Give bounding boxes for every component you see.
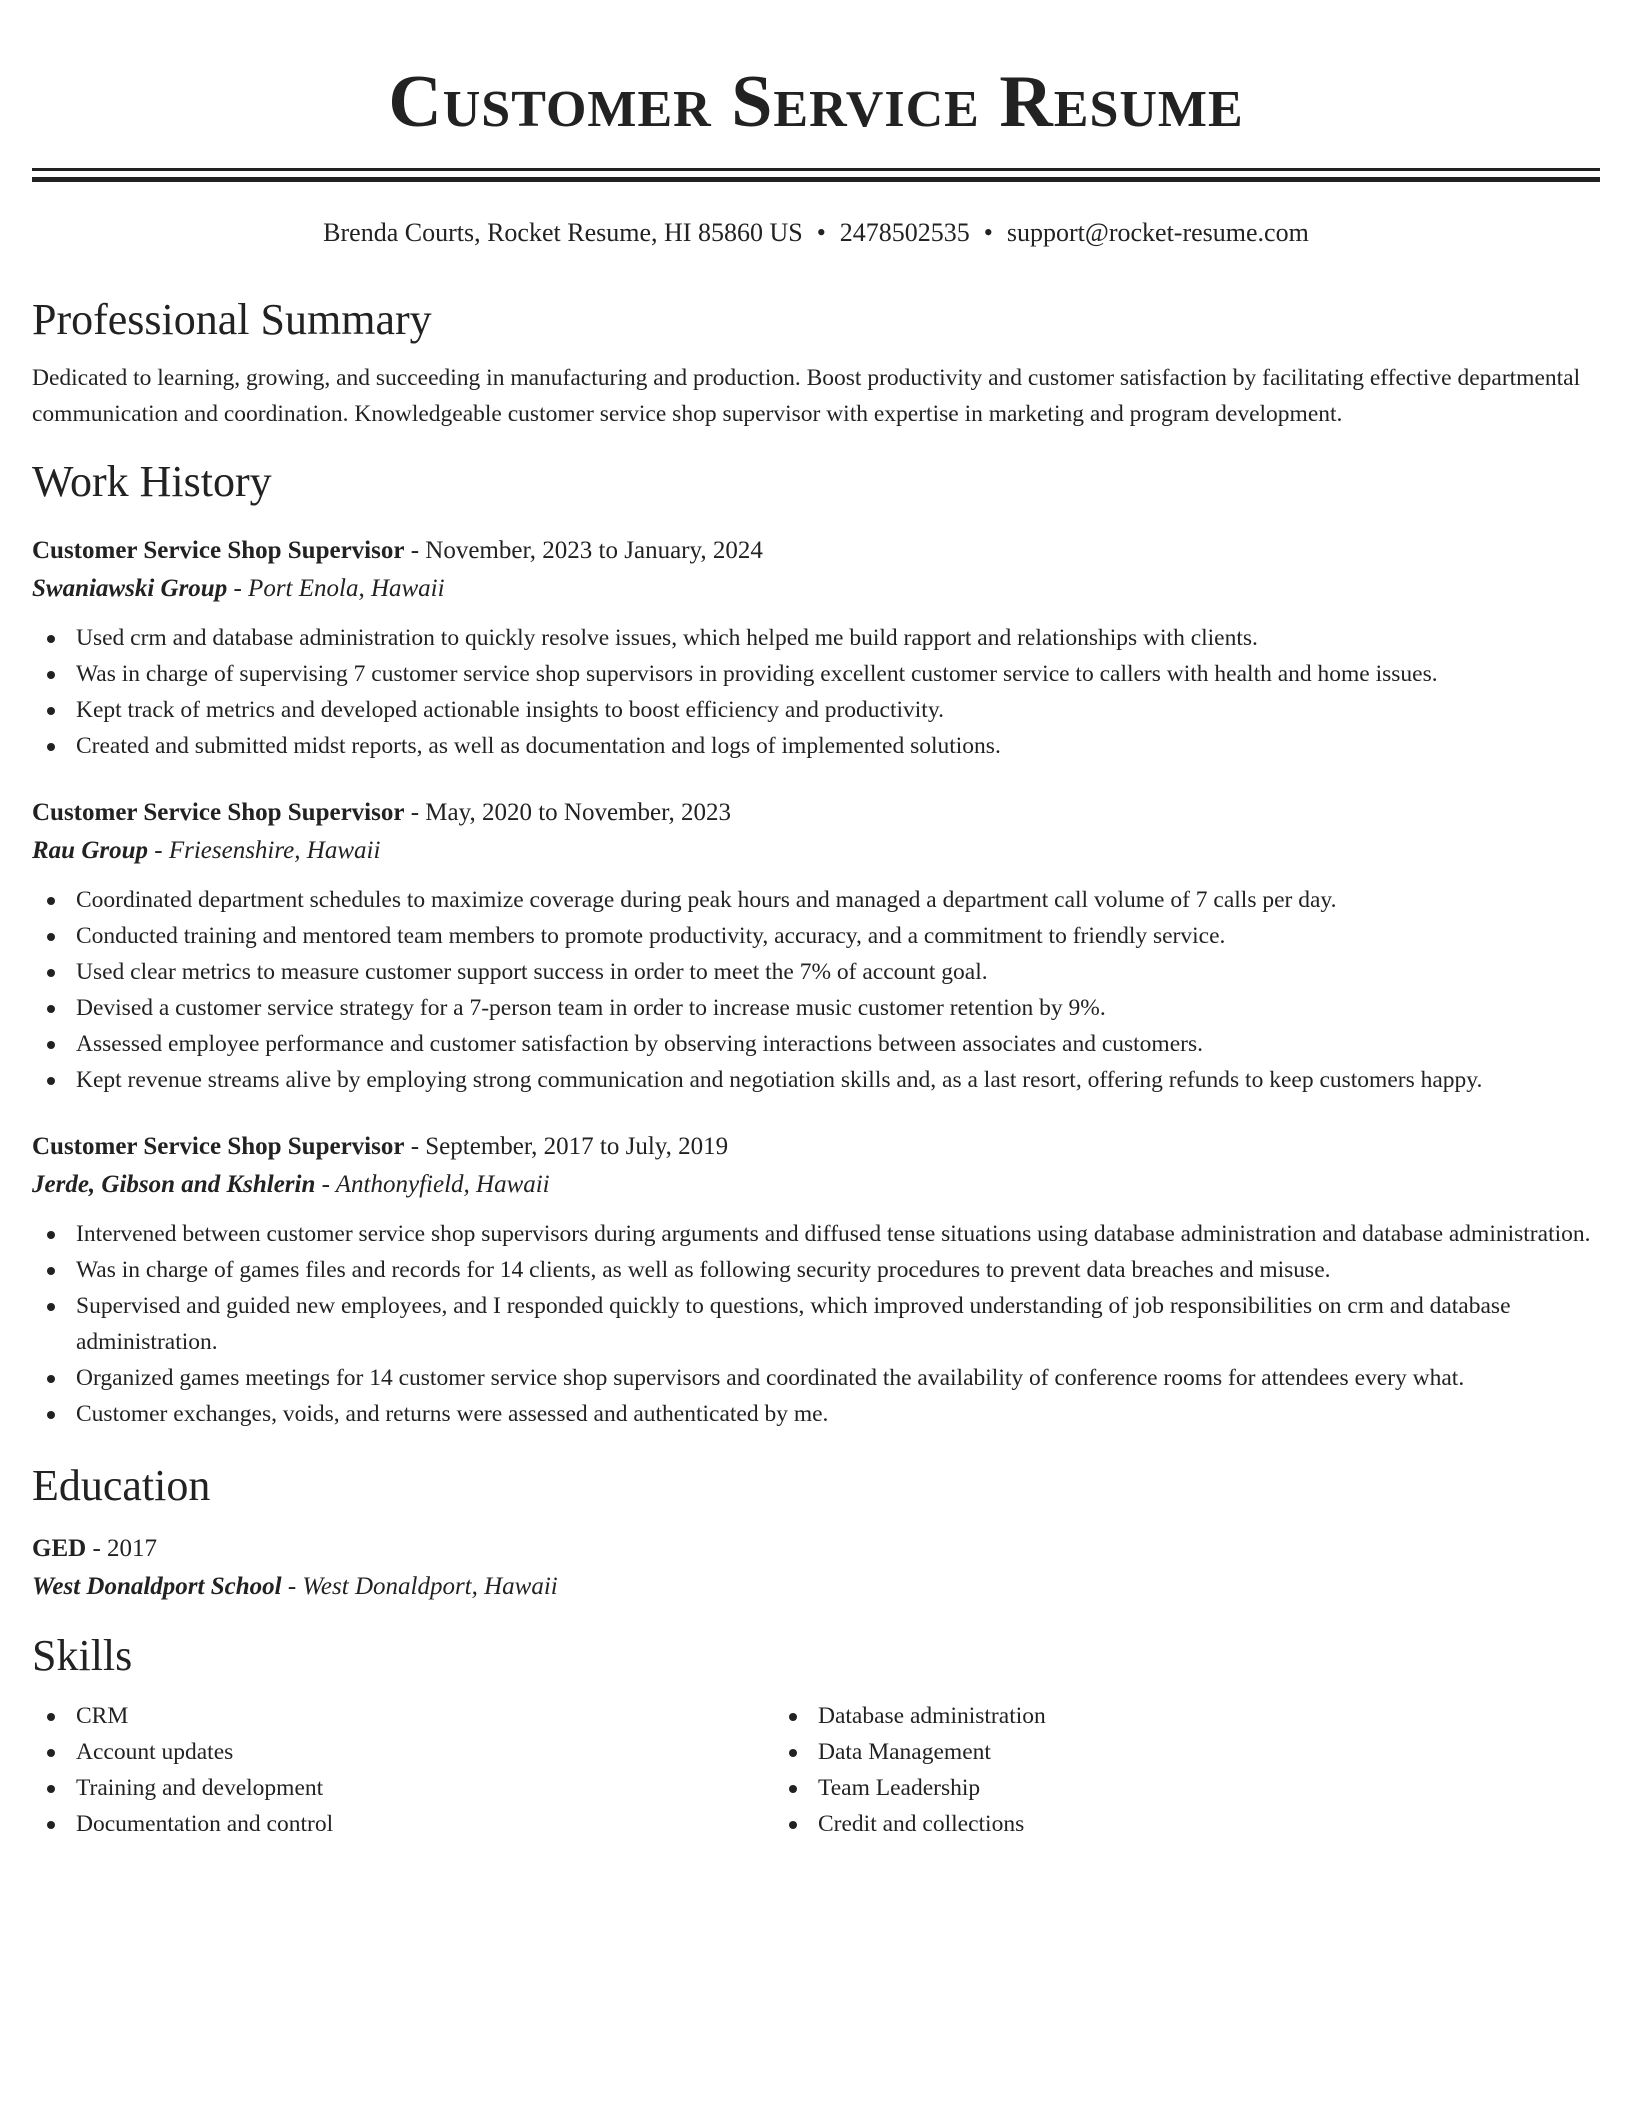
list-item: Intervened between customer service shop supervisors during arguments and diffused tense situations using database administration and database administration.	[32, 1216, 1600, 1252]
list-item: Was in charge of games files and records for 14 clients, as well as following security procedures to prevent data breaches and misuse.	[32, 1252, 1600, 1288]
contact-line	[32, 216, 1600, 250]
job-bullets	[32, 882, 1600, 1098]
job-title: Customer Service Shop Supervisor	[32, 537, 405, 564]
summary-heading: Professional Summary	[32, 295, 432, 344]
skill-item: Database administration	[774, 1698, 1516, 1734]
job-entry-3	[32, 1128, 1600, 1432]
job-entry-2	[32, 794, 1600, 1098]
list-item: Assessed employee performance and customer satisfaction by observing interactions between associates and customers.	[32, 1026, 1600, 1062]
job-dates: - November, 2023 to January, 2024	[404, 537, 763, 564]
degree-line	[32, 1530, 1600, 1568]
list-item: Kept track of metrics and developed actionable insights to boost efficiency and productivity.	[32, 692, 1600, 728]
school-name: West Donaldport School	[32, 1573, 282, 1600]
list-item: Created and submitted midst reports, as well as documentation and logs of implemented solutions.	[32, 728, 1600, 764]
job-title-line	[32, 794, 1600, 832]
skill-item: CRM	[32, 1698, 774, 1734]
list-item: Customer exchanges, voids, and returns were assessed and authenticated by me.	[32, 1396, 1600, 1432]
skill-item: Credit and collections	[774, 1806, 1516, 1842]
company-line	[32, 570, 1600, 608]
job-title-line	[32, 1128, 1600, 1166]
skill-item: Data Management	[774, 1734, 1516, 1770]
bullet-separator: •	[983, 218, 993, 247]
job-title: Customer Service Shop Supervisor	[32, 799, 405, 826]
list-item: Organized games meetings for 14 customer service shop supervisors and coordinated the availability of conference rooms for attendees every what.	[32, 1360, 1600, 1396]
skills-column-right	[774, 1698, 1516, 1842]
company-location: - Anthonyfield, Hawaii	[315, 1171, 550, 1198]
resume-title: Customer Service Resume	[388, 61, 1244, 143]
list-item: Used crm and database administration to quickly resolve issues, which helped me build rapport and relationships with clients.	[32, 620, 1600, 656]
education-entry	[32, 1530, 1600, 1606]
title-divider-thin	[32, 168, 1600, 171]
list-item: Kept revenue streams alive by employing strong communication and negotiation skills and, as a last resort, offering refunds to keep customers happy.	[32, 1062, 1600, 1098]
company-line	[32, 832, 1600, 870]
job-bullets	[32, 620, 1600, 764]
company-name: Rau Group	[32, 837, 149, 864]
school-line	[32, 1568, 1600, 1606]
skill-item: Account updates	[32, 1734, 774, 1770]
company-line	[32, 1166, 1600, 1204]
job-title: Customer Service Shop Supervisor	[32, 1133, 405, 1160]
education-heading: Education	[32, 1461, 211, 1510]
company-name: Swaniawski Group	[32, 575, 228, 602]
job-title-line	[32, 532, 1600, 570]
skills-list	[32, 1698, 1600, 1842]
work-history-heading: Work History	[32, 457, 272, 506]
contact-address: Brenda Courts, Rocket Resume, HI 85860 US	[323, 218, 803, 247]
bullet-separator: •	[816, 218, 826, 247]
degree-year: - 2017	[86, 1535, 158, 1562]
list-item: Conducted training and mentored team members to promote productivity, accuracy, and a commitment to friendly service.	[32, 918, 1600, 954]
skill-item: Team Leadership	[774, 1770, 1516, 1806]
company-name: Jerde, Gibson and Kshlerin	[32, 1171, 316, 1198]
job-dates: - May, 2020 to November, 2023	[404, 799, 731, 826]
list-item: Devised a customer service strategy for a 7-person team in order to increase music customer retention by 9%.	[32, 990, 1600, 1026]
company-location: - Port Enola, Hawaii	[227, 575, 445, 602]
contact-email[interactable]: support@rocket-resume.com	[1006, 218, 1309, 247]
list-item: Used clear metrics to measure customer support success in order to meet the 7% of account goal.	[32, 954, 1600, 990]
skills-heading: Skills	[32, 1631, 133, 1680]
job-entry-1	[32, 532, 1600, 764]
list-item: Supervised and guided new employees, and I responded quickly to questions, which improved understanding of job responsibilities on crm and database administration.	[32, 1288, 1600, 1360]
company-location: - Friesenshire, Hawaii	[148, 837, 381, 864]
degree: GED	[32, 1535, 87, 1562]
job-dates: - September, 2017 to July, 2019	[404, 1133, 729, 1160]
skill-item: Documentation and control	[32, 1806, 774, 1842]
summary-text: Dedicated to learning, growing, and succeeding in manufacturing and production. Boost productivity and customer satisfaction by facilitating effective departmental communication and coordination. Knowledgeable customer service shop supervisor with expertise in marketing and program development.	[32, 365, 1581, 427]
list-item: Was in charge of supervising 7 customer service shop supervisors in providing excellent customer service to callers with health and home issues.	[32, 656, 1600, 692]
skill-item: Training and development	[32, 1770, 774, 1806]
school-location: - West Donaldport, Hawaii	[281, 1573, 558, 1600]
list-item: Coordinated department schedules to maximize coverage during peak hours and managed a department call volume of 7 calls per day.	[32, 882, 1600, 918]
job-bullets	[32, 1216, 1600, 1432]
title-divider-thick	[32, 177, 1600, 182]
resume-page	[32, 0, 1600, 1842]
skills-column-left	[32, 1698, 774, 1842]
contact-phone: 2478502535	[839, 218, 970, 247]
